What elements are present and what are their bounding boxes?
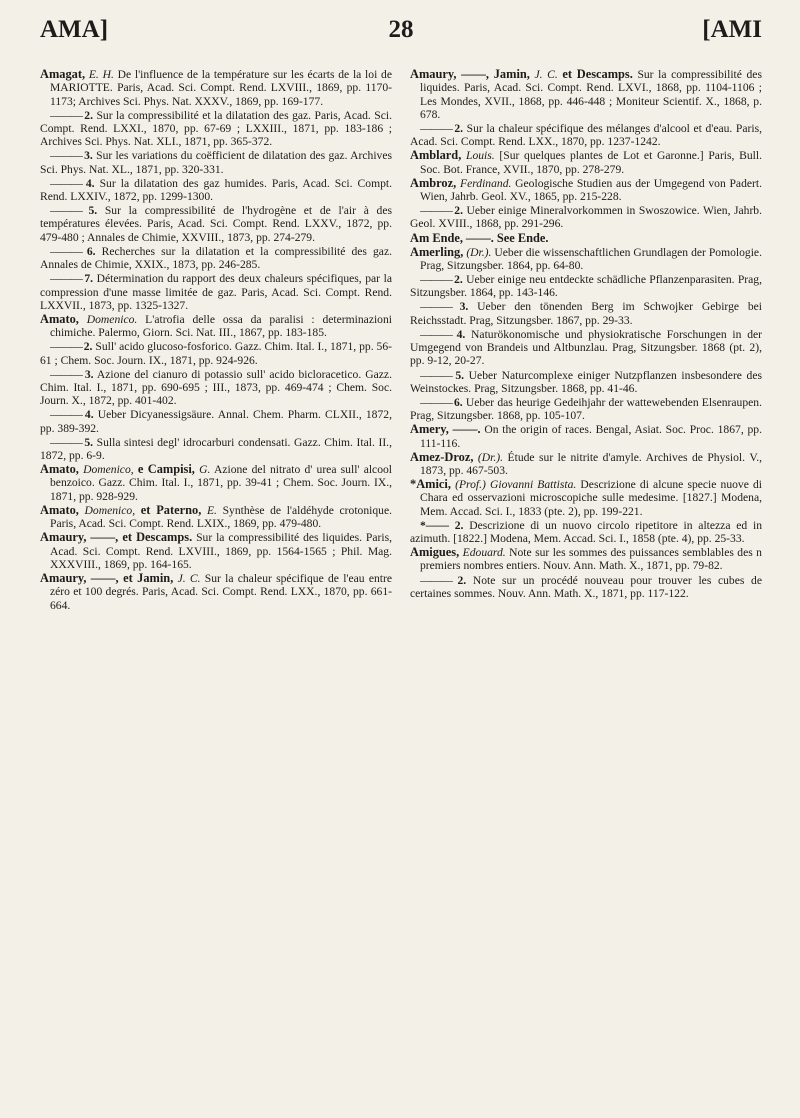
sub-entry xyxy=(410,396,762,423)
coauthor-given-name: E. xyxy=(206,503,217,517)
entry-number: 2. xyxy=(454,121,464,135)
entry-dash-rule: ——— xyxy=(50,272,85,286)
sub-entry xyxy=(40,408,392,435)
entry-text: Ueber Naturcomplexe einiger Nutzpflanzen insbesondere des Weinstockes. Prag, Sitzungsber. 1868, pp. 41-46. xyxy=(410,368,762,395)
author-name: Amery, xyxy=(410,422,449,437)
page-number: 28 xyxy=(388,16,414,43)
given-name: E. H. xyxy=(88,68,114,81)
entry-text: De l'influence de la température sur les écarts de la loi de MARIOTTE. Paris, Acad. Sci. Compt. Rend. LXVIII., 1869, pp. 1170-1173; Archives Sci. Phys. Nat. XXXV., 1869, pp. 169-177. xyxy=(50,68,392,108)
entry-text: Naturökonomische und physiokratische Forschungen in der Umgegend von Brandeis und Altbunzlau. Prag, Sitzungsber. 1868 (pt. 2), pp. 9-12, 20-27. xyxy=(410,327,762,368)
author-name: *Amici, xyxy=(410,477,451,492)
coauthor-given-name: J. C. xyxy=(534,68,558,81)
entry-number: 2. xyxy=(457,573,467,587)
entry-text: Note sur un procédé nouveau pour trouver les cubes de certaines sommes. Nouv. Ann. Math. X., 1871, pp. 117-122. xyxy=(410,573,762,600)
given-name: Domenico. xyxy=(86,312,138,326)
coauthor-given-name: J. C. xyxy=(177,571,201,585)
entry-number: 2. xyxy=(83,340,93,354)
sub-entry xyxy=(40,436,392,463)
sub-entry xyxy=(40,245,392,272)
bibliography-entry xyxy=(410,478,762,518)
entry-text: Sur la chaleur spécifique des mélanges d'alcool et d'eau. Paris, Acad. Sci. Compt. Rend. LXX., 1870, pp. 1237-1242. xyxy=(410,121,762,149)
entry-number: 5. xyxy=(88,204,98,218)
entry-number: 2. xyxy=(84,108,93,122)
entry-text: Azione del nitrato d' urea sull' alcool benzoico. Gazz. Chim. Ital. I., 1871, pp. 39-41 ; Chem. Soc. Journ. IX., 1871, pp. 928-929. xyxy=(50,463,393,503)
coauthor-name: et Descamps. xyxy=(562,67,633,81)
entry-dash-rule: ——— xyxy=(50,244,87,258)
entry-text: Sur la chaleur spécifique de l'eau entre zéro et 100 degrés. Paris, Acad. Sci. Compt. Rend. LXX., 1870, pp. 661-664. xyxy=(50,571,393,612)
entry-text: Ueber einige neu entdeckte schädliche Pflanzenparasiten. Prag, Sitzungsber. 1864, pp. 143-146. xyxy=(410,273,762,300)
author-name: Am Ende, xyxy=(410,230,464,245)
entry-number: 2. xyxy=(454,204,463,218)
entry-text: Recherches sur la dilatation et la compressibilité des gaz. Annales de Chimie, XXIX., 1873, pp. 246-285. xyxy=(40,244,392,272)
entry-text: Ueber die wissenschaftlichen Grundlagen der Pomologie. Prag, Sitzungsber. 1864, pp. 64-80. xyxy=(420,245,762,272)
given-name: (Dr.). xyxy=(466,245,492,259)
author-name: Amaury, xyxy=(40,530,87,545)
coauthor-name: et Paterno, xyxy=(140,502,202,517)
entry-text: Ueber den tönenden Berg im Schwojker Gebirge bei Reichsstadt. Prag, Sitzungsber. 1867, pp. 29-33. xyxy=(410,300,763,327)
given-name: Ferdinand. xyxy=(459,176,512,190)
entry-text: Sur la compressibilité de l'hydrogène et de l'air à des températures élevées. Paris, Acad. Sci. Compt. Rend. LXXV., 1872, pp. 479-480 ; Annales de Chimie, XXVIII., 1873, pp. 274-279. xyxy=(40,204,392,244)
entry-text: Sulla sintesi degl' idrocarburi condensati. Gazz. Chim. Ital. II., 1872, pp. 6-9. xyxy=(40,435,392,463)
entry-dash-rule: ——— xyxy=(50,176,86,190)
entry-dash-rule: ——— xyxy=(50,408,85,422)
entry-number: 4. xyxy=(456,327,466,341)
entry-text: Ueber einige Mineralvorkommen in Swoszowice. Wien, Jahrb. Geol. XVIII., 1868, pp. 291-296. xyxy=(410,204,763,231)
entry-dash-rule: ——— xyxy=(420,121,455,135)
author-name: Amaury, xyxy=(410,67,457,81)
bibliography-entry xyxy=(40,572,392,612)
columns xyxy=(40,68,762,613)
bibliography-entry xyxy=(410,546,762,573)
entry-text: Sur la compressibilité des liquides. Paris, Acad. Sci. Compt. Rend. LXVI., 1868, pp. 1104-1106 ; Les Mondes, XVII., 1868, pp. 446-448 ; Moniteur Scientif. X., 1868, p. 678. xyxy=(420,68,762,121)
bibliography-entry xyxy=(410,246,762,273)
entry-number: 6. xyxy=(453,395,463,409)
author-name: Amagat, xyxy=(40,67,86,81)
right-column xyxy=(410,68,762,613)
given-name: Domenico, xyxy=(83,463,134,477)
sub-entry xyxy=(410,122,762,149)
entry-number: 5. xyxy=(455,368,465,382)
bibliography-entry xyxy=(410,451,762,478)
entry-dash-rule: ——— xyxy=(420,327,457,341)
coauthor-given-name: G. xyxy=(199,463,211,477)
entry-dash-rule: ——— xyxy=(420,368,456,382)
entry-dash-rule: ——— xyxy=(420,395,454,409)
bibliography-entry xyxy=(40,68,392,108)
sub-entry xyxy=(40,177,392,204)
bibliography-entry xyxy=(410,68,762,121)
author-name: Amez-Droz, xyxy=(410,449,474,464)
author-name: Amigues, xyxy=(410,545,460,560)
entry-text: [Sur quelques plantes de Lot et Garonne.] Paris, Bull. Soc. Bot. France, XVII., 1870, pp. 278-279. xyxy=(420,149,762,176)
sub-entry xyxy=(410,300,762,327)
sub-entry xyxy=(410,328,762,368)
bibliography-entry xyxy=(40,313,392,340)
sub-entry xyxy=(40,368,392,408)
sub-entry xyxy=(410,204,762,231)
bibliography-entry xyxy=(40,463,392,503)
entry-text: Sur la dilatation des gaz humides. Paris, Acad. Sci. Compt. Rend. LXXIV., 1872, pp. 1299-1300. xyxy=(40,176,393,204)
entry-text: Sur la compressibilité et la dilatation des gaz. Paris, Acad. Sci. Compt. Rend. LXXI., 1870, pp. 67-69 ; LXXIII., 1871, pp. 183-186 ; Archives Sci. Phys. Nat. XLI., 1871, pp. 365-372. xyxy=(40,108,392,149)
sub-entry xyxy=(40,340,392,367)
author-name: Ambroz, xyxy=(410,175,457,190)
entry-dash-rule: ——— xyxy=(420,273,455,287)
entry-number: 4. xyxy=(84,408,94,422)
bibliography-entry xyxy=(410,232,762,245)
author-name: Amaury, xyxy=(40,570,87,585)
entry-number: 3. xyxy=(84,367,94,381)
bibliography-entry xyxy=(410,149,762,176)
entry-dash-rule: ——— xyxy=(420,204,455,218)
entry-text: Sull' acido glucoso-fosforico. Gazz. Chim. Ital. I., 1871, pp. 56-61 ; Chem. Soc. Journ. IX., 1871, pp. 924-926. xyxy=(40,340,393,367)
entry-number: 4. xyxy=(85,176,95,190)
bibliography-entry xyxy=(40,531,392,571)
given-name: Louis. xyxy=(466,149,495,163)
entry-number: 6. xyxy=(86,244,96,258)
entry-number: 3. xyxy=(459,300,469,314)
author-name: Amato, xyxy=(40,462,79,477)
entry-dash-rule: ——— xyxy=(50,340,84,354)
entry-text: Geologische Studien aus der Umgegend von Padert. Wien, Jahrb. Geol. XV., 1865, pp. 215-228. xyxy=(420,176,762,204)
sub-entry xyxy=(40,272,392,312)
bibliography-entry xyxy=(410,423,762,450)
coauthor-name: ——, et Descamps. xyxy=(90,530,193,545)
sub-entry xyxy=(410,519,762,546)
bibliography-entry xyxy=(410,177,762,204)
header-left: AMA] xyxy=(40,16,109,43)
entry-text: L'atrofia delle ossa da paralisi : determinazioni chimiche. Palermo, Giorn. Sci. Nat. III., 1867, pp. 183-185. xyxy=(50,312,393,340)
entry-number: 7. xyxy=(84,272,94,286)
author-name: Amblard, xyxy=(410,148,462,163)
entry-text: Descrizione di un nuovo circolo ripetitore in altezza ed in azimuth. [1822.] Modena, Mem. Accad. Sci. I., 1858 (pte. 4), pp. 25-33. xyxy=(410,518,762,546)
given-name: (Prof.) Giovanni Battista. xyxy=(455,478,577,492)
bibliography-entry xyxy=(40,504,392,531)
entry-dash-rule: ——— xyxy=(50,435,85,449)
entry-text: Azione del cianuro di potassio sull' acido bicloracetico. Gazz. Chim. Ital. I., 1871, pp. 690-695 ; III., 1873, pp. 469-474 ; Chem. Soc. Journ. X., 1872, pp. 401-402. xyxy=(40,367,392,408)
sub-entry xyxy=(40,149,392,176)
given-name: (Dr.). xyxy=(477,450,504,464)
coauthor-name: ——, et Jamin, xyxy=(90,570,174,585)
author-name: Amerling, xyxy=(410,244,464,259)
running-header xyxy=(40,16,762,48)
sub-entry xyxy=(410,273,762,300)
entry-dash-rule: ——— xyxy=(50,367,85,381)
sub-entry xyxy=(40,204,392,244)
coauthor-name: ——. xyxy=(452,422,481,437)
entry-dash-rule: ——— xyxy=(50,204,89,218)
entry-text: Sur les variations du coëfficient de dilatation des gaz. Archives Sci. Phys. Nat. XL., 1871, pp. 320-331. xyxy=(40,149,393,176)
entry-text: Note sur les sommes des puissances semblables des n premiers nombres entiers. Nouv. Ann. Math. X., 1871, pp. 79-82. xyxy=(420,546,762,573)
given-name: Edouard. xyxy=(462,546,506,560)
sub-entry xyxy=(410,369,762,396)
entry-text: Étude sur le nitrite d'amyle. Archives de Physiol. V., 1873, pp. 467-503. xyxy=(420,450,762,477)
given-name: Domenico, xyxy=(84,503,136,517)
entry-text: On the origin of races. Bengal, Asiat. Soc. Proc. 1867, pp. 111-116. xyxy=(420,423,762,450)
entry-text: Synthèse de l'aldéhyde crotonique. Paris, Acad. Sci. Compt. Rend. LXIX., 1869, pp. 479-480. xyxy=(50,503,392,531)
sub-entry xyxy=(40,109,392,149)
entry-dash-rule: ——— xyxy=(420,300,460,314)
entry-number: 3. xyxy=(84,149,93,163)
entry-text: Descrizione di alcune specie nuove di Chara ed osservazioni microscopiche sulle medesime. [1827.] Modena, Mem. Accad. Sci. I., 1833 (pte. 2), pp. 199-221. xyxy=(420,478,763,518)
coauthor-name: e Campisi, xyxy=(137,462,195,477)
entry-number: 2. xyxy=(454,273,463,287)
entry-dash-rule: ——— xyxy=(50,149,85,163)
entry-number: *—— 2. xyxy=(420,518,464,532)
coauthor-name: ——. See Ende. xyxy=(465,230,549,245)
header-right: [AMI xyxy=(702,16,762,43)
entry-text: Détermination du rapport des deux chaleurs spécifiques, par la compression d'une masse limitée de gaz. Paris, Acad. Sci. Compt. Rend. LXXVII., 1873, pp. 1325-1327. xyxy=(40,272,392,312)
entry-dash-rule: ——— xyxy=(50,108,85,122)
left-column xyxy=(40,68,392,613)
coauthor-name: ——, Jamin, xyxy=(461,67,530,81)
author-name: Amato, xyxy=(40,502,79,517)
entry-dash-rule: ——— xyxy=(420,573,458,587)
sub-entry xyxy=(410,574,762,601)
entry-text: Sur la compressibilité des liquides. Paris, Acad. Sci. Compt. Rend. LXVIII., 1869, pp. 1564-1565 ; Phil. Mag. XXXVIII., 1869, pp. 164-165. xyxy=(50,531,393,571)
entry-text: Ueber Dicyanessigsäure. Annal. Chem. Pharm. CLXII., 1872, pp. 389-392. xyxy=(40,408,392,435)
entry-text: Ueber das heurige Gedeihjahr der wattewebenden Elsenraupen. Prag, Sitzungsber. 1868, pp. 105-107. xyxy=(410,395,762,423)
entry-number: 5. xyxy=(84,435,94,449)
author-name: Amato, xyxy=(40,311,79,326)
